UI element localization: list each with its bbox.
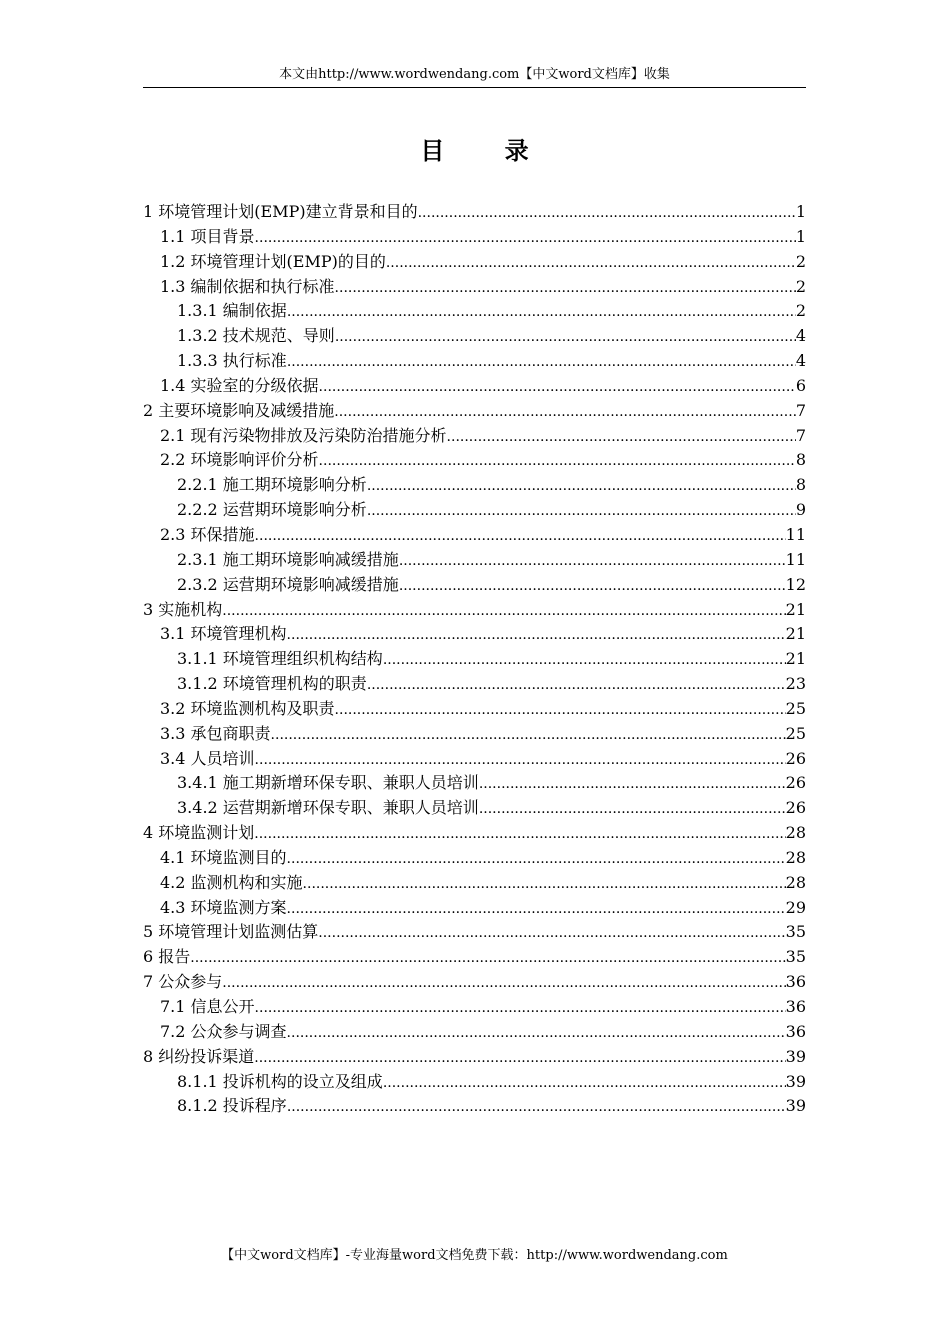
toc-dot-leader (255, 524, 786, 548)
toc-entry[interactable] (143, 672, 806, 697)
toc-entry[interactable] (143, 250, 806, 275)
toc-entry-page-number: 4 (795, 351, 806, 371)
toc-entry[interactable] (143, 1070, 806, 1095)
toc-entry-label: 8.1.2 投诉程序 (177, 1096, 287, 1116)
toc-entry-label: 1.3.2 技术规范、导则 (177, 326, 335, 346)
toc-dot-leader (287, 1095, 786, 1119)
toc-entry-page-number: 2 (795, 301, 806, 321)
toc-entry-label: 2.3.2 运营期环境影响减缓措施 (177, 574, 399, 594)
toc-entry[interactable] (143, 647, 806, 672)
toc-entry[interactable] (143, 945, 806, 970)
toc-entry-page-number: 6 (795, 375, 806, 395)
toc-entry-label: 1.3.3 执行标准 (177, 351, 287, 371)
toc-entry-label: 2.3.1 施工期环境影响减缓措施 (177, 549, 399, 569)
toc-dot-leader (479, 772, 786, 796)
toc-entry-page-number: 11 (785, 524, 806, 544)
toc-dot-leader (367, 474, 796, 498)
page-header: 本文由http://www.wordwendang.com【中文word文档库】收集 (279, 67, 670, 82)
toc-entry-label: 8 纠纷投诉渠道 (143, 1046, 255, 1066)
toc-entry-label: 2.1 现有污染物排放及污染防治措施分析 (160, 425, 447, 445)
toc-entry-page-number: 28 (785, 872, 806, 892)
toc-entry[interactable] (143, 275, 806, 300)
toc-entry-page-number: 11 (785, 549, 806, 569)
toc-dot-leader (418, 201, 796, 225)
toc-entry-label: 7.2 公众参与调查 (160, 1021, 287, 1041)
toc-entry-label: 4.1 环境监测目的 (160, 847, 287, 867)
toc-entry-label: 1.1 项目背景 (160, 226, 255, 246)
toc-entry-label: 2 主要环境影响及减缓措施 (143, 400, 335, 420)
toc-entry[interactable] (143, 846, 806, 871)
toc-entry-label: 3.1.1 环境管理组织机构结构 (177, 649, 383, 669)
toc-entry[interactable] (143, 1020, 806, 1045)
toc-entry-page-number: 26 (785, 798, 806, 818)
toc-entry[interactable] (143, 995, 806, 1020)
toc-entry-label: 1.2 环境管理计划(EMP)的目的 (160, 251, 386, 271)
toc-entry-page-number: 26 (785, 748, 806, 768)
toc-entry-label: 6 报告 (143, 947, 191, 967)
toc-dot-leader (303, 872, 786, 896)
toc-entry[interactable] (143, 920, 806, 945)
toc-entry-page-number: 28 (785, 823, 806, 843)
toc-entry-label: 3.1.2 环境管理机构的职责 (177, 674, 367, 694)
toc-dot-leader (335, 698, 786, 722)
toc-entry-label: 3.4.2 运营期新增环保专职、兼职人员培训 (177, 798, 479, 818)
toc-entry[interactable] (143, 498, 806, 523)
toc-entry[interactable] (143, 573, 806, 598)
toc-entry-label: 1 环境管理计划(EMP)建立背景和目的 (143, 202, 418, 221)
toc-entry[interactable] (143, 771, 806, 796)
toc-entry[interactable] (143, 598, 806, 623)
toc-entry-page-number: 8 (795, 450, 806, 470)
toc-entry-page-number: 39 (785, 1096, 806, 1116)
toc-dot-leader (255, 748, 786, 772)
toc-dot-leader (255, 226, 796, 250)
toc-dot-leader (334, 400, 796, 424)
toc-entry-page-number: 8 (795, 475, 806, 495)
toc-entry-page-number: 21 (785, 649, 806, 669)
toc-entry-page-number: 39 (785, 1071, 806, 1091)
toc-entry[interactable] (143, 871, 806, 896)
page-footer: 【中文word文档库】-专业海量word文档免费下载：http://www.wordwendang.com (221, 1248, 728, 1263)
toc-dot-leader (399, 574, 786, 598)
toc-entry-label: 2.2 环境影响评价分析 (160, 450, 319, 470)
toc-entry[interactable] (143, 225, 806, 250)
toc-dot-leader (287, 897, 786, 921)
toc-dot-leader (447, 425, 796, 449)
header-rule (143, 87, 806, 88)
toc-entry-page-number: 1 (795, 226, 806, 246)
toc-entry[interactable] (143, 821, 806, 846)
toc-entry-label: 3.4.1 施工期新增环保专职、兼职人员培训 (177, 773, 479, 793)
toc-entry-page-number: 23 (785, 674, 806, 694)
toc-dot-leader (335, 325, 796, 349)
toc-entry-label: 1.3.1 编制依据 (177, 301, 287, 321)
toc-entry[interactable] (143, 896, 806, 921)
toc-entry-page-number: 25 (785, 723, 806, 743)
toc-entry[interactable] (143, 622, 806, 647)
toc-dot-leader (287, 350, 796, 374)
toc-entry-label: 3.4 人员培训 (160, 748, 255, 768)
toc-dot-leader (255, 996, 786, 1020)
table-of-contents (143, 200, 806, 1119)
toc-entry-page-number: 4 (795, 326, 806, 346)
toc-entry[interactable] (143, 548, 806, 573)
toc-entry-page-number: 21 (785, 599, 806, 619)
toc-entry-label: 4.3 环境监测方案 (160, 897, 287, 917)
toc-entry-label: 4 环境监测计划 (143, 823, 255, 843)
toc-dot-leader (190, 946, 785, 970)
toc-entry-label: 7.1 信息公开 (160, 997, 255, 1016)
toc-entry-page-number: 29 (785, 897, 806, 917)
toc-entry[interactable] (143, 1094, 806, 1119)
toc-entry-label: 7 公众参与 (143, 972, 223, 992)
toc-dot-leader (319, 449, 796, 473)
toc-entry-label: 2.2.2 运营期环境影响分析 (177, 500, 367, 520)
toc-dot-leader (287, 847, 786, 871)
toc-entry-label: 3.2 环境监测机构及职责 (160, 698, 335, 718)
toc-dot-leader (287, 1021, 786, 1045)
toc-entry-label: 5 环境管理计划监测估算 (143, 922, 319, 942)
toc-entry[interactable] (143, 200, 806, 225)
toc-entry-page-number: 7 (795, 400, 806, 420)
toc-dot-leader (399, 549, 786, 573)
toc-dot-leader (386, 251, 796, 275)
toc-entry[interactable] (143, 324, 806, 349)
toc-entry[interactable] (143, 523, 806, 548)
toc-entry-page-number: 9 (795, 500, 806, 520)
toc-entry-label: 4.2 监测机构和实施 (160, 872, 303, 892)
toc-dot-leader (287, 300, 796, 324)
toc-dot-leader (383, 648, 786, 672)
toc-entry-page-number: 36 (785, 997, 806, 1016)
toc-entry-page-number: 2 (795, 276, 806, 296)
toc-entry[interactable] (143, 722, 806, 747)
toc-entry-page-number: 7 (795, 425, 806, 445)
toc-dot-leader (367, 673, 786, 697)
toc-dot-leader (367, 499, 796, 523)
toc-entry-page-number: 12 (785, 574, 806, 594)
toc-entry-page-number: 26 (785, 773, 806, 793)
toc-entry[interactable] (143, 796, 806, 821)
toc-dot-leader (287, 623, 786, 647)
toc-dot-leader (254, 822, 785, 846)
toc-entry[interactable] (143, 473, 806, 498)
toc-dot-leader (254, 1046, 785, 1070)
toc-entry-page-number: 28 (785, 847, 806, 867)
toc-dot-leader (222, 599, 785, 623)
toc-entry-label: 2.3 环保措施 (160, 524, 255, 544)
toc-dot-leader (319, 375, 796, 399)
toc-entry-label: 1.3 编制依据和执行标准 (160, 276, 335, 296)
toc-entry-page-number: 25 (785, 698, 806, 718)
toc-entry-label: 3.1 环境管理机构 (160, 624, 287, 644)
toc-dot-leader (318, 921, 785, 945)
toc-entry[interactable] (143, 424, 806, 449)
toc-entry[interactable] (143, 349, 806, 374)
toc-entry-page-number: 36 (785, 1021, 806, 1041)
toc-entry-label: 1.4 实验室的分级依据 (160, 375, 319, 395)
toc-entry-label: 3.3 承包商职责 (160, 723, 271, 743)
toc-entry[interactable] (143, 299, 806, 324)
toc-dot-leader (479, 797, 786, 821)
toc-entry-page-number: 39 (785, 1046, 806, 1066)
toc-dot-leader (335, 276, 796, 300)
toc-title: 目 录 (420, 136, 555, 165)
toc-entry-label: 2.2.1 施工期环境影响分析 (177, 475, 367, 495)
toc-entry[interactable] (143, 399, 806, 424)
toc-entry-page-number: 36 (785, 972, 806, 992)
toc-entry-page-number: 35 (785, 947, 806, 967)
toc-entry-page-number: 2 (795, 251, 806, 271)
toc-entry[interactable] (143, 1045, 806, 1070)
toc-dot-leader (271, 723, 786, 747)
toc-entry-page-number: 1 (795, 202, 806, 221)
toc-dot-leader (222, 971, 785, 995)
toc-entry[interactable] (143, 697, 806, 722)
toc-entry-label: 3 实施机构 (143, 599, 223, 619)
toc-entry[interactable] (143, 970, 806, 995)
toc-entry-page-number: 21 (785, 624, 806, 644)
toc-entry-label: 8.1.1 投诉机构的设立及组成 (177, 1071, 383, 1091)
toc-entry[interactable] (143, 448, 806, 473)
toc-entry-page-number: 35 (785, 922, 806, 942)
toc-entry[interactable] (143, 374, 806, 399)
toc-dot-leader (383, 1071, 786, 1095)
toc-entry[interactable] (143, 747, 806, 772)
